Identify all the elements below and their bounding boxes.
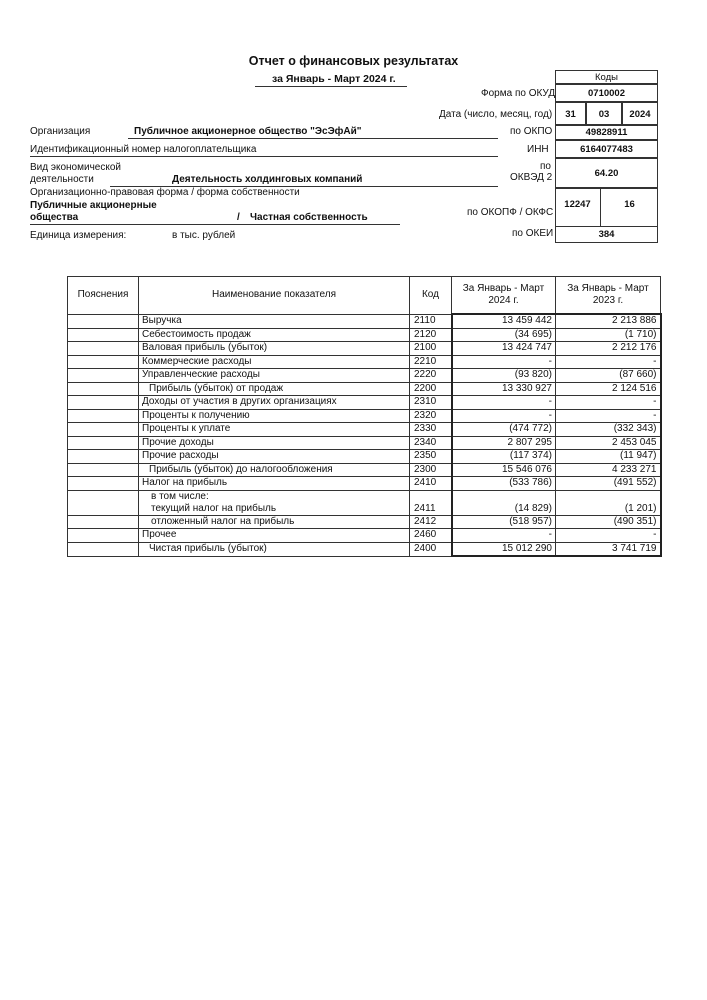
okpo-value: 49828911	[555, 124, 658, 140]
table-row: Доходы от участия в других организациях 2310 - -	[68, 396, 661, 410]
table-row: Прибыль (убыток) от продаж 2200 13 330 927 2 124 516	[68, 382, 661, 396]
table-row: Налог на прибыль 2410 (533 786) (491 552)	[68, 477, 661, 491]
unit-value: в тыс. рублей	[172, 230, 236, 241]
inn-label: Идентификационный номер налогоплательщика	[30, 144, 257, 155]
date-day: 31	[555, 102, 586, 126]
table-row: Прочие расходы 2350 (117 374) (11 947)	[68, 450, 661, 464]
table-row: Прочее 2460 - -	[68, 529, 661, 543]
okved-label-2: ОКВЭД 2	[510, 172, 553, 183]
form-value-1: Публичные акционерные	[30, 200, 157, 211]
form-slash: /	[237, 212, 240, 223]
table-row: Управленческие расходы 2220 (93 820) (87 660)	[68, 369, 661, 383]
row-subheading: в том числе:	[151, 490, 209, 502]
col-notes: Пояснения	[68, 277, 139, 315]
date-label: Дата (число, месяц, год)	[439, 109, 553, 120]
table-row: Валовая прибыль (убыток) 2100 13 424 747 2 212 176	[68, 342, 661, 356]
table-row: Себестоимость продаж 2120 (34 695) (1 710)	[68, 328, 661, 342]
okved-value: 64.20	[555, 158, 658, 188]
activity-label-1: Вид экономической	[30, 162, 121, 173]
report-title: Отчет о финансовых результатах	[248, 54, 459, 68]
okei-label: по ОКЕИ	[512, 228, 554, 239]
codes-heading: Коды	[555, 70, 658, 84]
activity-value: Деятельность холдинговых компаний	[172, 174, 363, 185]
table-row: Выручка 2110 13 459 442 2 213 886	[68, 314, 661, 328]
col-previous: За Январь - Март 2023 г.	[556, 277, 661, 315]
activity-label-2: деятельности	[30, 174, 94, 185]
table-row: в том числе: текущий налог на прибыль 2411 (14 829) (1 201)	[68, 490, 661, 515]
okei-value: 384	[555, 226, 658, 243]
table-row: Коммерческие расходы 2210 - -	[68, 355, 661, 369]
okud-value: 0710002	[555, 84, 658, 102]
table-row: Прибыль (убыток) до налогообложения 2300 15 546 076 4 233 271	[68, 463, 661, 477]
form-label: Организационно-правовая форма / форма собственности	[30, 187, 300, 198]
org-name: Публичное акционерное общество "ЭсЭфАй"	[134, 126, 362, 137]
unit-label: Единица измерения:	[30, 230, 127, 241]
okopf-value: 12247	[564, 198, 591, 210]
okfs-value: 16	[624, 198, 635, 210]
col-name: Наименование показателя	[139, 277, 410, 315]
date-month: 03	[586, 102, 622, 126]
financial-results-table	[67, 276, 662, 557]
date-year: 2024	[622, 102, 658, 126]
ownership-value: Частная собственность	[250, 212, 368, 223]
table-row: Проценты к уплате 2330 (474 772) (332 343)	[68, 423, 661, 437]
row-name: текущий налог на прибыль	[151, 502, 277, 514]
okud-label: Форма по ОКУД	[481, 88, 556, 99]
org-label: Организация	[30, 126, 91, 137]
okopf-label: по ОКОПФ / ОКФС	[467, 207, 554, 218]
table-row: Прочие доходы 2340 2 807 295 2 453 045	[68, 436, 661, 450]
inn-value: 6164077483	[555, 140, 658, 158]
col-code: Код	[410, 277, 452, 315]
table-row: Проценты к получению 2320 - -	[68, 409, 661, 423]
okved-label-1: по	[540, 161, 551, 172]
col-current: За Январь - Март 2024 г.	[452, 277, 556, 315]
table-row: отложенный налог на прибыль 2412 (518 957) (490 351)	[68, 515, 661, 529]
form-value-2: общества	[30, 212, 79, 223]
inn-code-label: ИНН	[527, 144, 549, 155]
okpo-label: по ОКПО	[510, 126, 553, 137]
report-period: за Январь - Март 2024 г.	[272, 73, 396, 85]
table-row: Чистая прибыль (убыток) 2400 15 012 290 3 741 719	[68, 542, 661, 556]
